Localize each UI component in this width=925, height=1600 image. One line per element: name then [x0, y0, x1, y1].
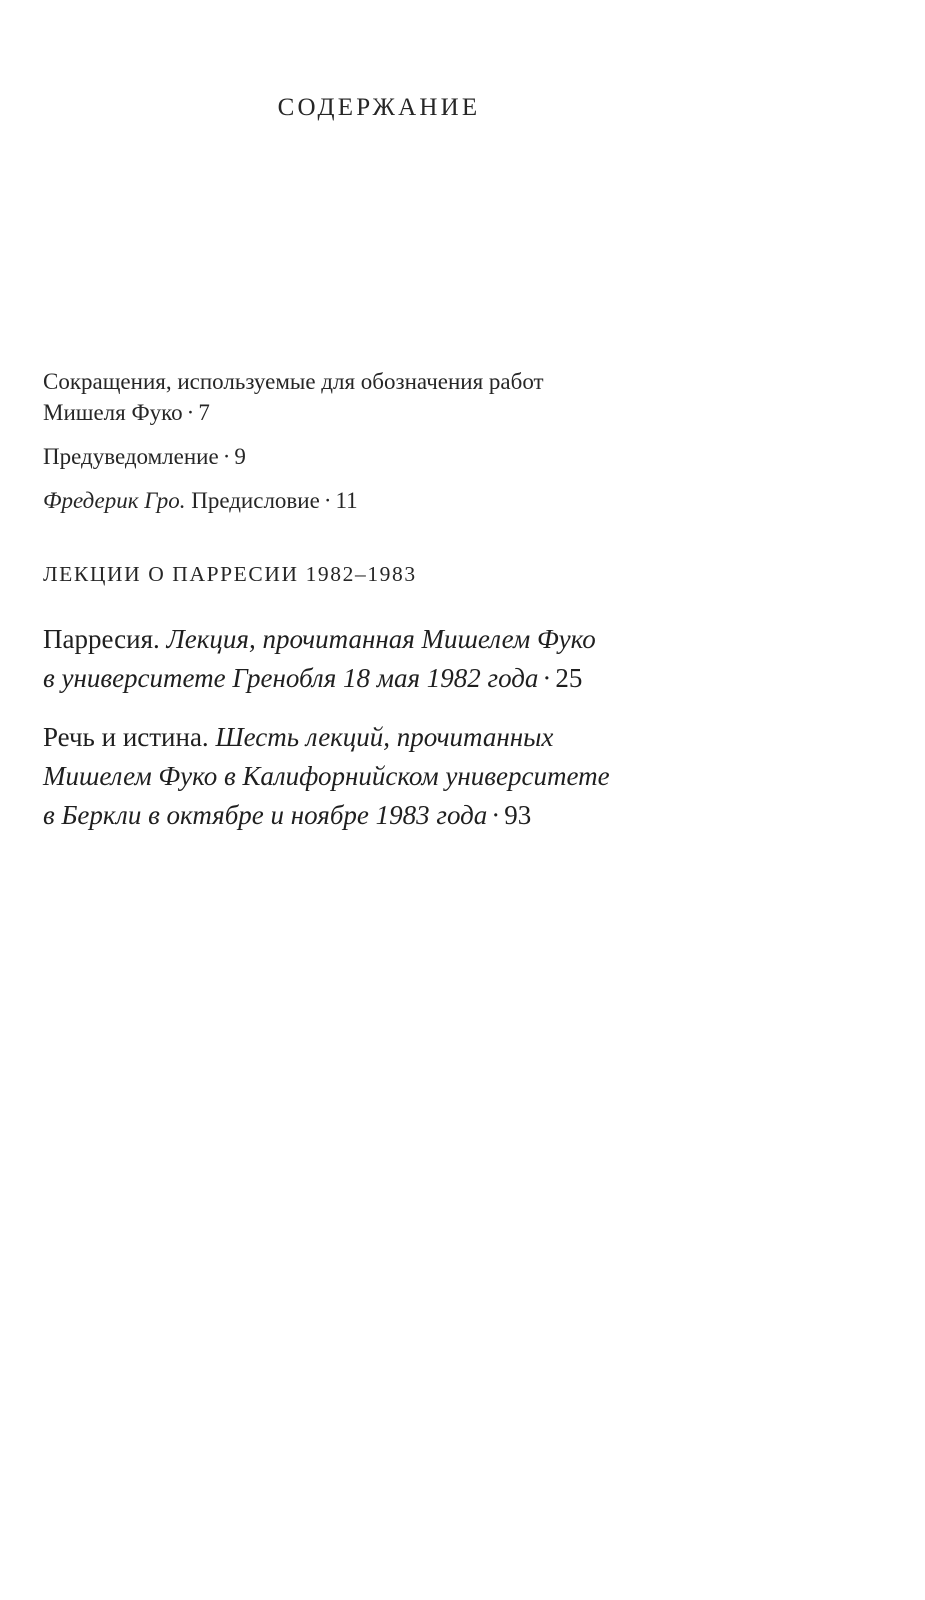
entry-subtitle-line1: Шесть лекций, прочитанных — [215, 722, 554, 752]
page-number: 11 — [335, 488, 358, 513]
entry-subtitle-line1: Лекция, прочитанная Мишелем Фуко — [166, 624, 596, 654]
entry-text: Предуведомление — [43, 444, 219, 469]
toc-entry-foreword — [43, 485, 703, 516]
entry-subtitle-line2: в университете Гренобля 18 мая 1982 года — [43, 663, 539, 693]
entry-text-line2: Мишеля Фуко — [43, 400, 183, 425]
entry-text: Предисловие — [191, 488, 320, 513]
lectures-list — [43, 620, 723, 855]
entry-title: Речь и истина. — [43, 722, 209, 752]
page-number: 93 — [504, 800, 532, 830]
front-matter-list — [43, 366, 703, 529]
toc-entry-parrhesia — [43, 620, 723, 698]
entry-subtitle-line2: Мишелем Фуко в Калифорнийском университете — [43, 761, 610, 791]
section-heading: ЛЕКЦИИ О ПАРРЕСИИ 1982–1983 — [43, 562, 417, 586]
entry-title: Парресия. — [43, 624, 160, 654]
separator-dot: · — [542, 663, 552, 693]
entry-subtitle-line3: в Беркли в октябре и ноябре 1983 года — [43, 800, 488, 830]
separator-dot: · — [222, 444, 231, 469]
separator-dot: · — [323, 488, 332, 513]
page-number: 25 — [555, 663, 583, 693]
page-number: 7 — [198, 400, 210, 425]
page-title: СОДЕРЖАНИЕ — [277, 94, 481, 121]
entry-author: Фредерик Гро. — [43, 488, 186, 513]
page-number: 9 — [234, 444, 246, 469]
separator-dot: · — [491, 800, 501, 830]
separator-dot: · — [186, 400, 195, 425]
toc-entry-abbreviations — [43, 366, 703, 428]
toc-entry-preface-note — [43, 441, 703, 472]
entry-text-line1: Сокращения, используемые для обозначения работ — [43, 369, 544, 394]
toc-entry-discourse-and-truth — [43, 718, 723, 835]
